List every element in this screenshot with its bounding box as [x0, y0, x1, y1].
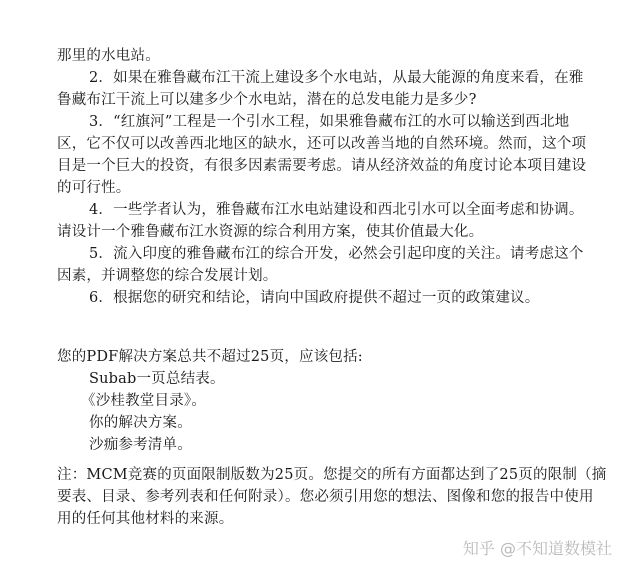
paragraph-line: 的可行性。: [57, 180, 131, 196]
submission-intro-line: 您的PDF解决方案总共不超过25页，应该包括:: [57, 349, 363, 365]
paragraph-line: 那里的水电站。: [57, 48, 160, 64]
note-line: 用的任何其他材料的来源。: [57, 511, 234, 527]
submission-item: 《沙桂教堂目录》。: [81, 393, 207, 409]
paragraph-line: 目是一个巨大的投资，有很多因素需要考虑。请从经济效益的角度讨论本项目建设: [57, 158, 587, 174]
question-3-line: 3．“红旗河”工程是一个引水工程，如果雅鲁藏布江的水可以输送到西北地: [89, 114, 570, 130]
paragraph-line: 请设计一个雅鲁藏布江水资源的综合利用方案，使其价值最大化。: [57, 224, 484, 240]
question-4-line: 4．一些学者认为，雅鲁藏布江水电站建设和西北引水可以全面考虑和协调。: [89, 202, 584, 218]
submission-item: 沙痂参考清单。: [89, 437, 192, 453]
paragraph-line: 区，它不仅可以改善西北地区的缺水，还可以改善当地的自然环境。然而，这个项: [57, 136, 587, 152]
submission-item: Subab一页总结表。: [89, 371, 225, 387]
question-6-line: 6．根据您的研究和结论，请向中国政府提供不超过一页的政策建议。: [89, 290, 540, 306]
question-5-line: 5．流入印度的雅鲁藏布江的综合开发，必然会引起印度的关注。请考虑这个: [89, 246, 584, 262]
note-line: 要表、目录、参考列表和任何附录）。您必须引用您的想法、图像和您的报告中使用: [57, 489, 594, 505]
submission-item: 你的解决方案。: [89, 415, 192, 431]
watermark-text: 知乎 @不知道数模社: [462, 539, 612, 558]
paragraph-line: 鲁藏布江干流上可以建多少个水电站，潜在的总发电能力是多少?: [57, 92, 477, 108]
note-line: 注：MCM竞赛的页面限制版数为25页。您提交的所有方面都达到了25页的限制（摘: [57, 467, 607, 483]
paragraph-line: 因素，并调整您的综合发展计划。: [57, 268, 278, 284]
question-2-line: 2．如果在雅鲁藏布江干流上建设多个水电站，从最大能源的角度来看，在雅: [89, 70, 584, 86]
